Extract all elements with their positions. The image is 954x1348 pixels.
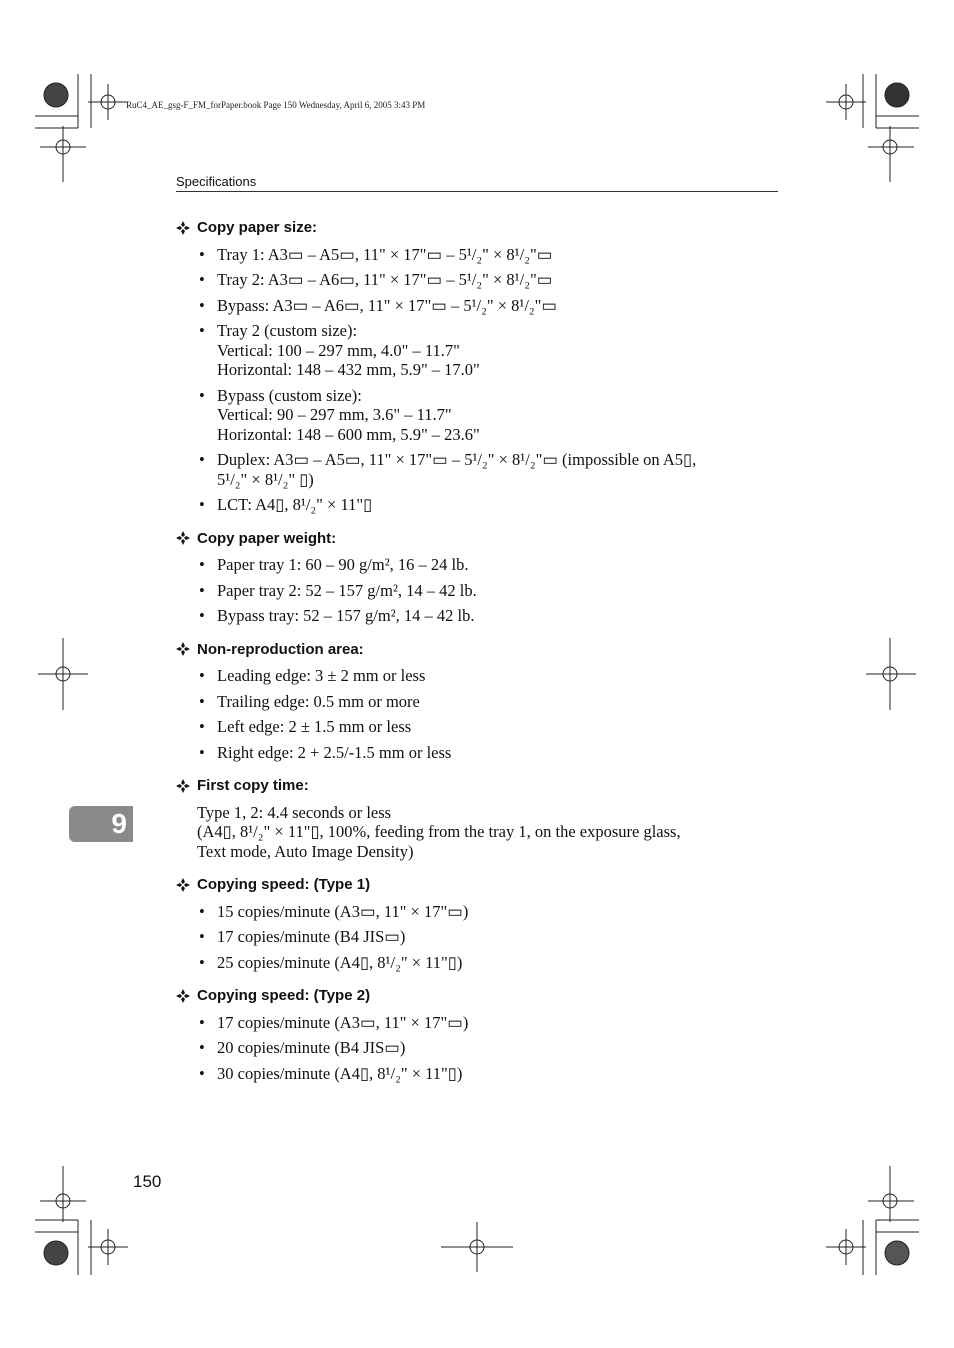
bullet-icon: • xyxy=(199,495,205,514)
list-item-text: 20 copies/minute (B4 JIS▭) xyxy=(217,1038,406,1057)
bullet-icon: • xyxy=(199,1063,205,1083)
list-item-text: 15 copies/minute (A3▭, 11" × 17"▭) xyxy=(217,901,469,921)
spec-list xyxy=(176,245,781,515)
bullet-icon: • xyxy=(199,901,205,921)
bullet-icon: • xyxy=(199,270,205,289)
diamond-bullet-icon xyxy=(176,642,190,656)
spec-list xyxy=(176,666,781,762)
list-item xyxy=(199,902,781,922)
bullet-icon: • xyxy=(199,580,205,600)
paragraph-line: Type 1, 2: 4.4 seconds or less xyxy=(197,802,392,822)
list-item xyxy=(199,692,781,712)
list-item xyxy=(199,1064,781,1084)
spec-section xyxy=(176,529,781,626)
list-item xyxy=(199,666,781,686)
chapter-tab xyxy=(69,806,133,842)
bullet-icon: • xyxy=(199,1038,205,1057)
bullet-icon: • xyxy=(199,321,205,340)
list-item xyxy=(199,270,781,290)
bullet-icon: • xyxy=(199,717,205,736)
diamond-bullet-icon xyxy=(176,221,190,235)
section-title-text: Copy paper size: xyxy=(197,219,318,236)
section-title xyxy=(176,640,781,660)
spec-list xyxy=(176,902,781,973)
section-title-text: Copy paper weight: xyxy=(197,529,337,547)
paragraph-line: (A4▯, 8¹/₂" × 11"▯, 100%, feeding from the tray 1, on the exposure glass, xyxy=(197,822,681,841)
list-item-text: Right edge: 2 + 2.5/-1.5 mm or less xyxy=(217,742,452,762)
bullet-icon: • xyxy=(199,244,205,264)
spec-section xyxy=(176,986,781,1083)
list-item xyxy=(199,450,781,489)
diamond-bullet-icon xyxy=(176,531,190,545)
section-title-text: Non-reproduction area: xyxy=(197,640,364,658)
list-item xyxy=(199,927,781,947)
spec-section xyxy=(176,218,781,515)
section-title-text: Copying speed: (Type 2) xyxy=(197,987,371,1004)
list-item-text: 30 copies/minute (A4▯, 8¹/₂" × 11"▯) xyxy=(217,1063,463,1083)
list-item-text: Bypass: A3▭ – A6▭, 11" × 17"▭ – 5¹/₂" × 8¹/₂"▭ xyxy=(217,295,558,315)
page-number: 150 xyxy=(133,1172,162,1191)
spec-section xyxy=(176,875,781,972)
spec-section xyxy=(176,640,781,763)
list-item xyxy=(199,606,781,626)
list-item xyxy=(199,296,781,316)
list-item xyxy=(199,743,781,763)
section-paragraph xyxy=(176,803,781,862)
spec-section xyxy=(176,776,781,861)
list-item-text: Tray 2: A3▭ – A6▭, 11" × 17"▭ – 5¹/₂" × 8¹/₂"▭ xyxy=(217,270,553,289)
bullet-icon: • xyxy=(199,927,205,946)
list-item xyxy=(199,1038,781,1058)
bullet-icon: • xyxy=(199,295,205,315)
list-item-text: 25 copies/minute (A4▯, 8¹/₂" × 11"▯) xyxy=(217,952,463,972)
diamond-bullet-icon xyxy=(176,779,190,793)
list-item-text: Duplex: A3▭ – A5▭, 11" × 17"▭ – 5¹/₂" × 8¹/₂"▭ (impossible on A5▯, 5¹/₂" × 8¹/₂" ▯) xyxy=(217,450,697,489)
list-item-text: Trailing edge: 0.5 mm or more xyxy=(217,691,420,711)
list-item-text: Left edge: 2 ± 1.5 mm or less xyxy=(217,717,412,736)
bullet-icon: • xyxy=(199,742,205,762)
spec-content xyxy=(176,218,781,1097)
list-item-text: 17 copies/minute (A3▭, 11" × 17"▭) xyxy=(217,1012,469,1032)
section-title xyxy=(176,986,781,1006)
bullet-icon: • xyxy=(199,666,205,685)
running-head: Specifications xyxy=(176,174,778,192)
list-item-text: Bypass (custom size): Vertical: 90 – 297 mm, 3.6" – 11.7" Horizontal: 148 – 600 mm, 5.9" – 23.6" xyxy=(217,385,480,444)
spec-list xyxy=(176,1013,781,1084)
section-title xyxy=(176,529,781,549)
list-item-text: Paper tray 2: 52 – 157 g/m², 14 – 42 lb. xyxy=(217,580,477,600)
bullet-icon: • xyxy=(199,555,205,574)
list-item-text: Bypass tray: 52 – 157 g/m², 14 – 42 lb. xyxy=(217,606,475,625)
spec-list xyxy=(176,555,781,626)
section-title-text: First copy time: xyxy=(197,777,309,794)
list-item xyxy=(199,245,781,265)
list-item xyxy=(199,953,781,973)
list-item-text: Leading edge: 3 ± 2 mm or less xyxy=(217,666,426,685)
chapter-number: 9 xyxy=(111,808,127,839)
list-item xyxy=(199,1013,781,1033)
bullet-icon: • xyxy=(199,952,205,972)
diamond-bullet-icon xyxy=(176,878,190,892)
list-item xyxy=(199,717,781,737)
list-item-text: 17 copies/minute (B4 JIS▭) xyxy=(217,927,406,946)
list-item xyxy=(199,386,781,445)
list-item-text: LCT: A4▯, 8¹/₂" × 11"▯ xyxy=(217,495,373,514)
section-title xyxy=(176,776,781,796)
section-title xyxy=(176,875,781,895)
bullet-icon: • xyxy=(199,385,205,405)
list-item-text: Tray 2 (custom size): Vertical: 100 – 297 mm, 4.0" – 11.7" Horizontal: 148 – 432 mm, 5.9" – 17.0" xyxy=(217,321,480,379)
bullet-icon: • xyxy=(199,691,205,711)
bullet-icon: • xyxy=(199,1012,205,1032)
list-item-text: Tray 1: A3▭ – A5▭, 11" × 17"▭ – 5¹/₂" × 8¹/₂"▭ xyxy=(217,244,553,264)
list-item xyxy=(199,495,781,515)
bullet-icon: • xyxy=(199,606,205,625)
diamond-bullet-icon xyxy=(176,989,190,1003)
section-title-text: Copying speed: (Type 1) xyxy=(197,876,371,893)
list-item xyxy=(199,581,781,601)
list-item xyxy=(199,555,781,575)
section-title xyxy=(176,218,781,238)
paragraph-line: Text mode, Auto Image Density) xyxy=(197,841,414,861)
list-item-text: Paper tray 1: 60 – 90 g/m², 16 – 24 lb. xyxy=(217,555,469,574)
bullet-icon: • xyxy=(199,450,205,469)
book-file-header: RuC4_AE_gsg-F_FM_forPaper.book Page 150 Wednesday, April 6, 2005 3:43 PM xyxy=(126,100,426,110)
list-item xyxy=(199,321,781,380)
